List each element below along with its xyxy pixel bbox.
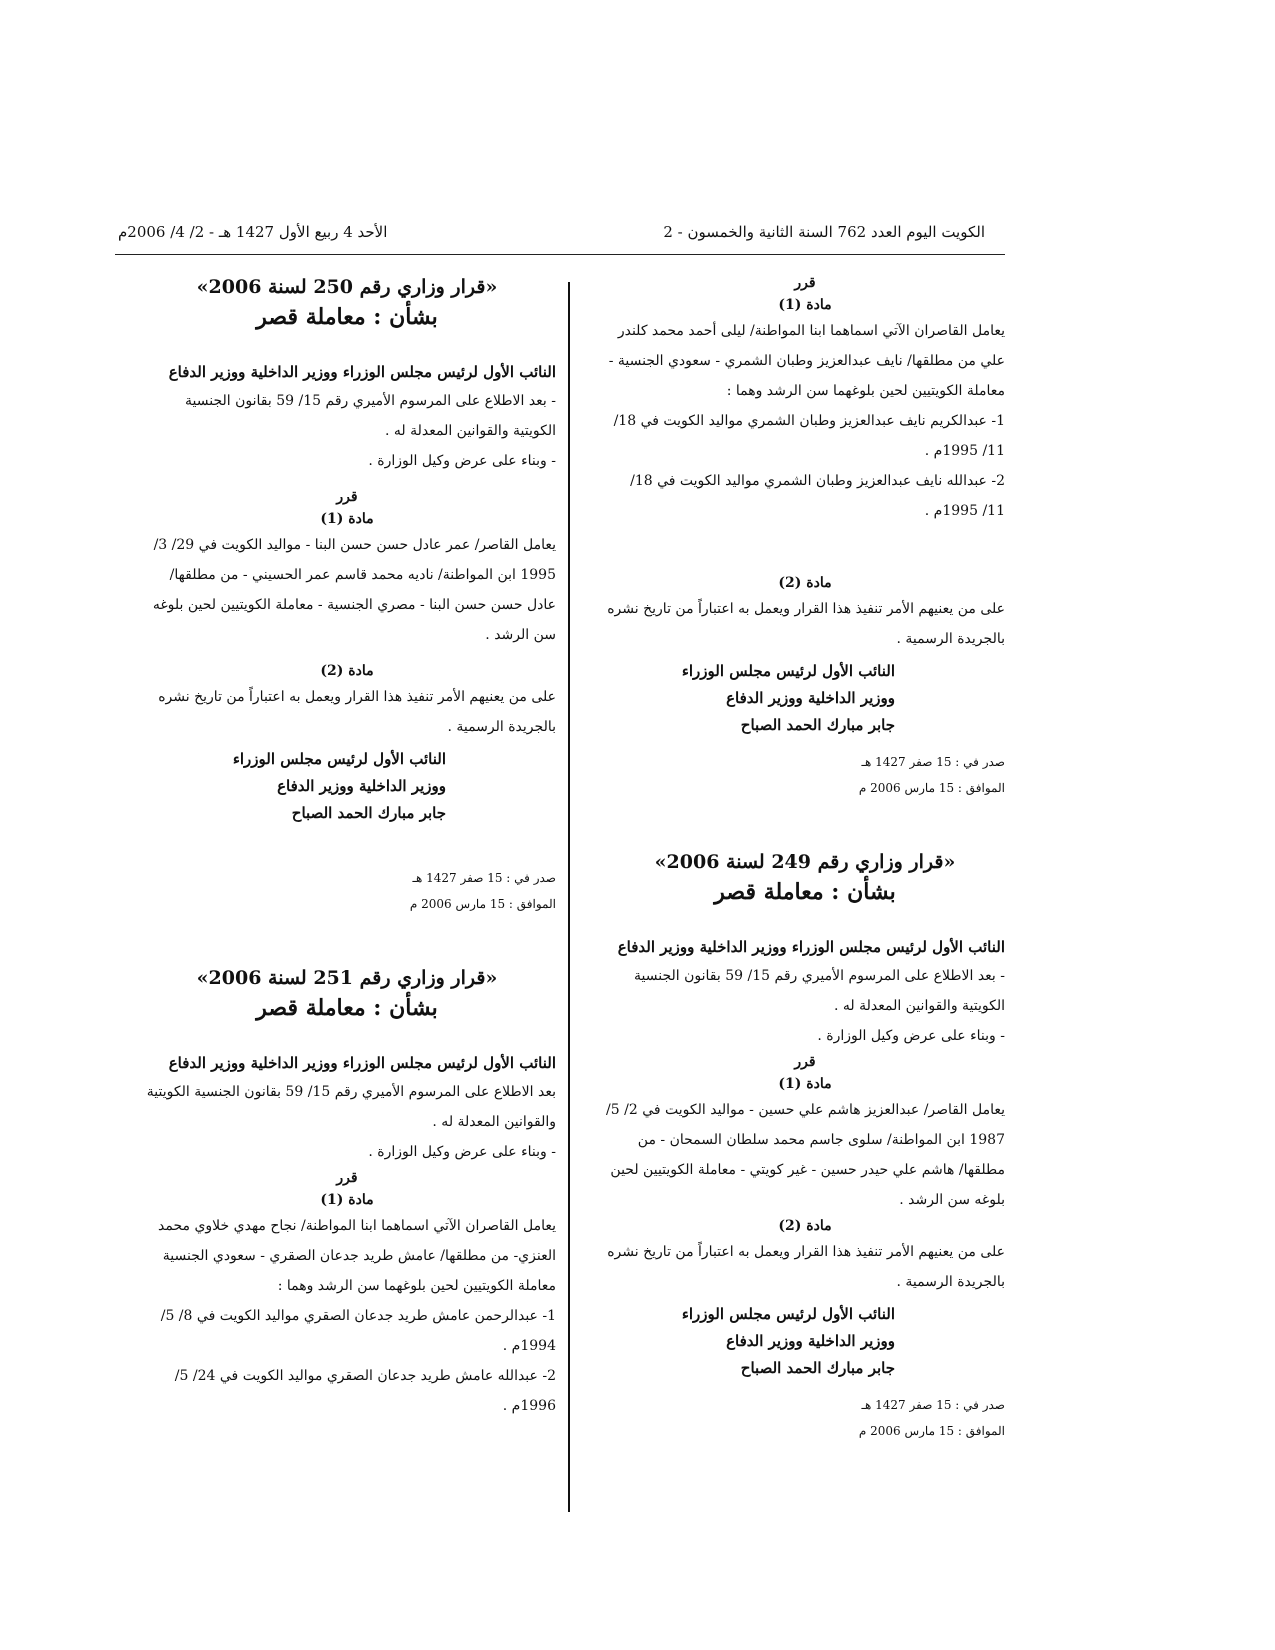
decree-subject: بشأن : معاملة قصر [256, 995, 438, 1021]
article-text: على من يعنيهم الأمر تنفيذ هذا القرار ويعمل به اعتباراً من تاريخ نشره بالجريدة الرسمية . [607, 1244, 1005, 1290]
corresponding-date: الموافق : 15 مارس 2006 م [409, 897, 556, 911]
signature-line: النائب الأول لرئيس مجلس الوزراء [232, 750, 446, 768]
decree-authority: النائب الأول لرئيس مجلس الوزراء ووزير الداخلية ووزير الدفاع [168, 363, 556, 381]
article-heading: مادة (2) [320, 663, 374, 679]
signature-line: ووزير الداخلية ووزير الدفاع [726, 689, 895, 707]
article-heading: مادة (1) [778, 1076, 832, 1092]
right-column [605, 272, 1005, 1444]
article-heading: مادة (2) [778, 575, 832, 591]
article-heading: مادة (2) [778, 1218, 832, 1234]
issue-dates [605, 1392, 1005, 1444]
signature-line: النائب الأول لرئيس مجلس الوزراء [681, 662, 895, 680]
issued-date: صدر في : 15 صفر 1427 هـ [861, 1398, 1005, 1412]
column-divider [568, 282, 570, 1512]
preamble-line: - وبناء على عرض وكيل الوزارة . [817, 1028, 1005, 1044]
article-text: يعامل القاصر/ عبدالعزيز هاشم علي حسين - مواليد الكويت في 2/ 5/ 1987 ابن المواطنة/ سلوى جاسم محمد سلطان السمحان - من مطلقها/ هاشم علي حيدر حسين - غير كويتي - معاملة الكويتيين لحين بلوغه سن الرشد . [606, 1102, 1005, 1208]
article-heading: مادة (1) [778, 297, 832, 313]
list-item: 2- عبدالله عامش طريد جدعان الصقري مواليد الكويت في 24/ 5/ 1996م . [174, 1368, 556, 1414]
signature-name: جابر مبارك الحمد الصباح [291, 804, 446, 822]
signature-line: النائب الأول لرئيس مجلس الوزراء [681, 1305, 895, 1323]
article-heading: مادة (1) [320, 1192, 374, 1208]
article-text: يعامل القاصران الآتي اسماهما ابنا المواطنة/ نجاح مهدي خلاوي محمد العنزي- من مطلقها/ عامش طريد جدعان الصقري - سعودي الجنسية معاملة الكويتيين لحين بلوغهما سن الرشد وهما : [158, 1218, 556, 1294]
signature-block [138, 746, 556, 827]
signature-line: ووزير الداخلية ووزير الدفاع [277, 777, 446, 795]
list-item: 2- عبدالله نايف عبدالعزيز وطبان الشمري مواليد الكويت في 18/ 11/ 1995م . [630, 473, 1005, 519]
article-text: يعامل القاصران الآتي اسماهما ابنا المواطنة/ ليلى أحمد محمد كلندر علي من مطلقها/ نايف عبدالعزيز وطبان الشمري - سعودي الجنسية - معاملة الكويتيين لحين بلوغهما سن الرشد وهما : [608, 323, 1005, 399]
signature-block [605, 658, 1005, 739]
preamble-line: - وبناء على عرض وكيل الوزارة . [368, 453, 556, 469]
article-text: يعامل القاصر/ عمر عادل حسن حسن البنا - مواليد الكويت في 29/ 3/ 1995 ابن المواطنة/ ناديه محمد قاسم عمر الحسيني - من مطلقها/ عادل حسن حسن البنا - مصري الجنسية - معاملة الكويتيين لحين بلوغه سن الرشد . [152, 537, 556, 643]
issued-date: صدر في : 15 صفر 1427 هـ [861, 755, 1005, 769]
issued-date: صدر في : 15 صفر 1427 هـ [412, 871, 556, 885]
corresponding-date: الموافق : 15 مارس 2006 م [858, 1424, 1005, 1438]
decree-subject: بشأن : معاملة قصر [256, 304, 438, 330]
corresponding-date: الموافق : 15 مارس 2006 م [858, 781, 1005, 795]
article-heading: مادة (1) [320, 511, 374, 527]
decree-keyword: قرر [336, 1170, 358, 1186]
decree-authority: النائب الأول لرئيس مجلس الوزراء ووزير الداخلية ووزير الدفاع [617, 938, 1005, 956]
preamble-line: - بعد الاطلاع على المرسوم الأميري رقم 15/ 59 بقانون الجنسية الكويتية والقوانين المعدلة له . [185, 393, 556, 439]
preamble-line: - وبناء على عرض وكيل الوزارة . [368, 1144, 556, 1160]
issue-dates [605, 749, 1005, 801]
signature-line: ووزير الداخلية ووزير الدفاع [726, 1332, 895, 1350]
header-divider [115, 254, 1005, 255]
decree-keyword: قرر [794, 1054, 816, 1070]
signature-name: جابر مبارك الحمد الصباح [740, 716, 895, 734]
decree-authority: النائب الأول لرئيس مجلس الوزراء ووزير الداخلية ووزير الدفاع [168, 1054, 556, 1072]
page-header-issue: الكويت اليوم العدد 762 السنة الثانية والخمسون - 2 [663, 223, 985, 241]
issue-dates [138, 865, 556, 917]
preamble-line: بعد الاطلاع على المرسوم الأميري رقم 15/ 59 بقانون الجنسية الكويتية والقوانين المعدلة له . [146, 1084, 556, 1130]
decree-title: «قرار وزاري رقم 250 لسنة 2006» [196, 276, 498, 298]
left-column [138, 272, 556, 1421]
preamble-line: - بعد الاطلاع على المرسوم الأميري رقم 15/ 59 بقانون الجنسية الكويتية والقوانين المعدلة له . [634, 968, 1005, 1014]
list-item: 1- عبدالكريم نايف عبدالعزيز وطبان الشمري مواليد الكويت في 18/ 11/ 1995م . [613, 413, 1005, 459]
decree-subject: بشأن : معاملة قصر [714, 879, 896, 905]
signature-block [605, 1301, 1005, 1382]
signature-name: جابر مبارك الحمد الصباح [740, 1359, 895, 1377]
page-header-date: الأحد 4 ربيع الأول 1427 هـ - 2/ 4/ 2006م [118, 223, 388, 241]
article-text: على من يعنيهم الأمر تنفيذ هذا القرار ويعمل به اعتباراً من تاريخ نشره بالجريدة الرسمية . [607, 601, 1005, 647]
article-text: على من يعنيهم الأمر تنفيذ هذا القرار ويعمل به اعتباراً من تاريخ نشره بالجريدة الرسمية . [158, 689, 556, 735]
list-item: 1- عبدالرحمن عامش طريد جدعان الصقري مواليد الكويت في 8/ 5/ 1994م . [160, 1308, 556, 1354]
decree-keyword: قرر [794, 275, 816, 291]
decree-title: «قرار وزاري رقم 249 لسنة 2006» [654, 851, 956, 873]
decree-title: «قرار وزاري رقم 251 لسنة 2006» [196, 967, 498, 989]
decree-keyword: قرر [336, 489, 358, 505]
